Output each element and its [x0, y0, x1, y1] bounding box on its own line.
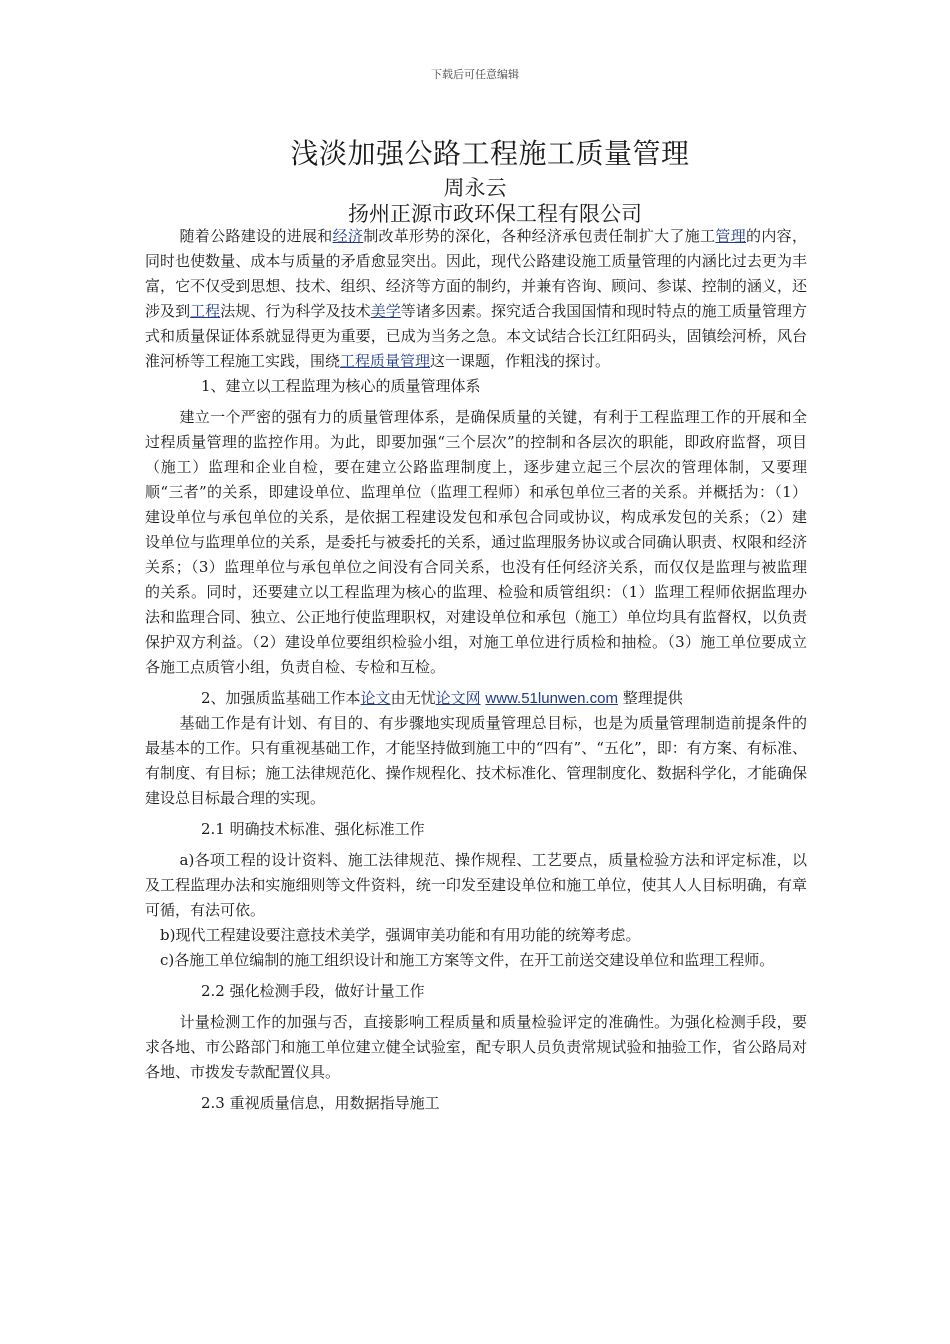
link-engineering[interactable]: 工程 — [190, 302, 221, 320]
link-management[interactable]: 管理 — [715, 227, 747, 245]
link-site-url[interactable]: www.51lunwen.com — [485, 690, 618, 707]
text-run: 2、加强质监基础工作本 — [201, 689, 361, 707]
document-title: 浅淡加强公路工程施工质量管理 — [290, 137, 690, 170]
intro-paragraph — [145, 224, 807, 374]
section-2-2-paragraph: 计量检测工作的加强与否，直接影响工程质量和质量检验评定的准确性。为强化检测手段，要求各地、市公路部门和施工单位建立健全试验室，配专职人员负责常规试验和抽验工作，省公路局对各地、市拨发专款配置仪具。 — [145, 1013, 807, 1081]
section-2-3-heading: 2.3 重视质量信息，用数据指导施工 — [201, 1094, 440, 1112]
section-2-2-heading: 2.2 强化检测手段，做好计量工作 — [201, 982, 425, 1000]
section-2-1-heading: 2.1 明确技术标准、强化标准工作 — [201, 820, 425, 838]
link-aesthetics[interactable]: 美学 — [370, 302, 401, 320]
text-run: 的内容，同时也使数量、成本与质量的矛盾愈显突出。因此，现代公路建设施工质量管理的内涵比过去更为丰富，它不仅受到思想、技术、组织、经济等方面的制约，并兼有咨询、顾问、参谋、控制的涵义，还涉及到 — [145, 227, 807, 320]
section-2-1-item-c: c)各施工单位编制的施工组织设计和施工方案等文件，在开工前送交建设单位和监理工程师。 — [160, 951, 775, 969]
organization-name: 扬州正源市政环保工程有限公司 — [348, 202, 642, 226]
link-quality-management[interactable]: 工程质量管理 — [340, 352, 431, 370]
link-paper-site[interactable]: 论文网 — [435, 689, 481, 707]
text-run: 等诸多因素。探究适合我国国情和现时特点的施工质量管理方式和质量保证体系就显得更为重要，已成为当务之急。本文试结合长江红阳码头，固镇绘河桥，风台淮河桥等工程施工实践，围绕 — [145, 302, 807, 370]
link-paper[interactable]: 论文 — [360, 689, 391, 707]
link-economy[interactable]: 经济 — [332, 227, 364, 245]
section-1-heading: 1、建立以工程监理为核心的质量管理体系 — [201, 377, 481, 395]
section-2-1-item-b: b)现代工程建设要注意技术美学，强调审美功能和有用功能的统筹考虑。 — [160, 926, 641, 944]
text-run: 由无忧 — [390, 689, 436, 707]
text-run: 随着公路建设的进展和 — [179, 227, 333, 245]
text-run: 整理提供 — [622, 689, 683, 707]
section-2-paragraph: 基础工作是有计划、有目的、有步骤地实现质量管理总目标，也是为质量管理制造前提条件的最基本的工作。只有重视基础工作，才能坚持做到施工中的“四有”、“五化”，即：有方案、有标准、有制度、有目标；施工法律规范化、操作规程化、技术标准化、管理制度化、数据科学化，才能确保建设总目标最合理的实现。 — [145, 714, 807, 807]
text-run: 法规、行为科学及技术 — [220, 302, 371, 320]
text-run: 制改革形势的深化，各种经济承包责任制扩大了施工 — [363, 227, 716, 245]
document-body — [145, 224, 807, 1116]
section-1-paragraph: 建立一个严密的强有力的质量管理体系，是确保质量的关键，有利于工程监理工作的开展和全过程质量管理的监控作用。为此，即要加强“三个层次”的控制和各层次的职能，即政府监督，项目（施工）监理和企业自检，要在建立公路监理制度上，逐步建立起三个层次的管理体制，又要理顺“三者”的关系，即建设单位、监理单位（监理工程师）和承包单位三者的关系。并概括为：（1）建设单位与承包单位的关系，是依据工程建设发包和承包合同或协议，构成承发包的关系；（2）建设单位与监理单位的关系，是委托与被委托的关系，通过监理服务协议或合同确认职责、权限和经济关系；（3）监理单位与承包单位之间没有合同关系，也没有任何经济关系，而仅仅是监理与被监理的关系。同时，还要建立以工程监理为核心的监理、检验和质管组织：（1）监理工程师依据监理办法和监理合同、独立、公正地行使监理职权，对建设单位和承包（施工）单位均具有监督权，以负责保护双方利益。（2）建设单位要组织检验小组，对施工单位进行质检和抽检。（3）施工单位要成立各施工点质管小组，负责自检、专检和互检。 — [145, 408, 807, 676]
section-2-heading — [145, 686, 807, 711]
author-name: 周永云 — [443, 176, 507, 200]
header-note: 下载后可任意编辑 — [431, 68, 519, 81]
section-2-1-item-a: a)各项工程的设计资料、施工法律规范、操作规程、工艺要点，质量检验方法和评定标准，以及工程监理办法和实施细则等文件资料，统一印发至建设单位和施工单位，使其人人目标明确，有章可循，有法可依。 — [145, 851, 807, 919]
text-run: 这一课题，作粗浅的探讨。 — [430, 352, 611, 370]
